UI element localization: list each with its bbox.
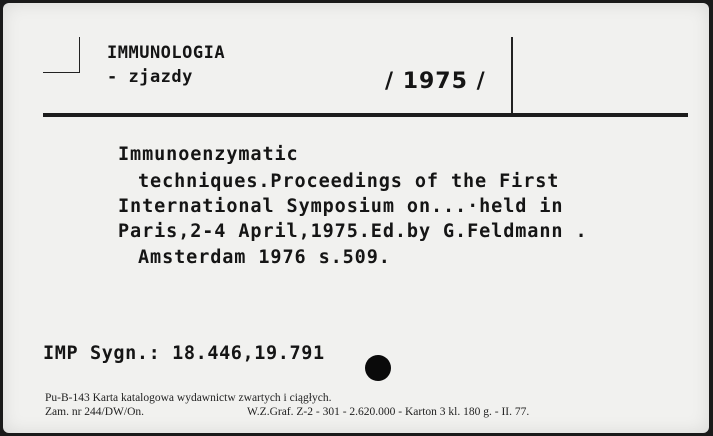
year-label: / 1975 / [385,69,486,94]
punch-hole [365,355,391,381]
subject-subheading: - zjazdy [107,67,193,87]
footer-printer-info: W.Z.Graf. Z-2 - 301 - 2.620.000 - Karton 3 kl. 180 g. - II. 77. [247,406,530,418]
catalog-card [3,3,709,433]
signature-shelfmark: IMP Sygn.: 18.446,19.791 [43,343,325,364]
entry-text-line: Amsterdam 1976 s.509. [138,247,391,268]
footer-line: Pu-B-143 Karta katalogowa wydawnictw zwartych i ciągłych. [45,392,332,404]
entry-text-line: techniques.Proceedings of the First [138,171,560,192]
entry-title-line: Immunoenzymatic [118,144,299,165]
footer-order-number: Zam. nr 244/DW/On. [45,406,145,418]
subject-heading: IMMUNOLOGIA [107,43,226,63]
header-divider-line [511,37,513,113]
entry-text-line: International Symposium on...·held in [118,196,564,217]
header-left-bracket-line [79,37,80,73]
header-left-underline [43,72,80,73]
entry-text-line: Paris,2-4 April,1975.Ed.by G.Feldmann . [118,221,588,242]
header-rule [43,113,688,117]
